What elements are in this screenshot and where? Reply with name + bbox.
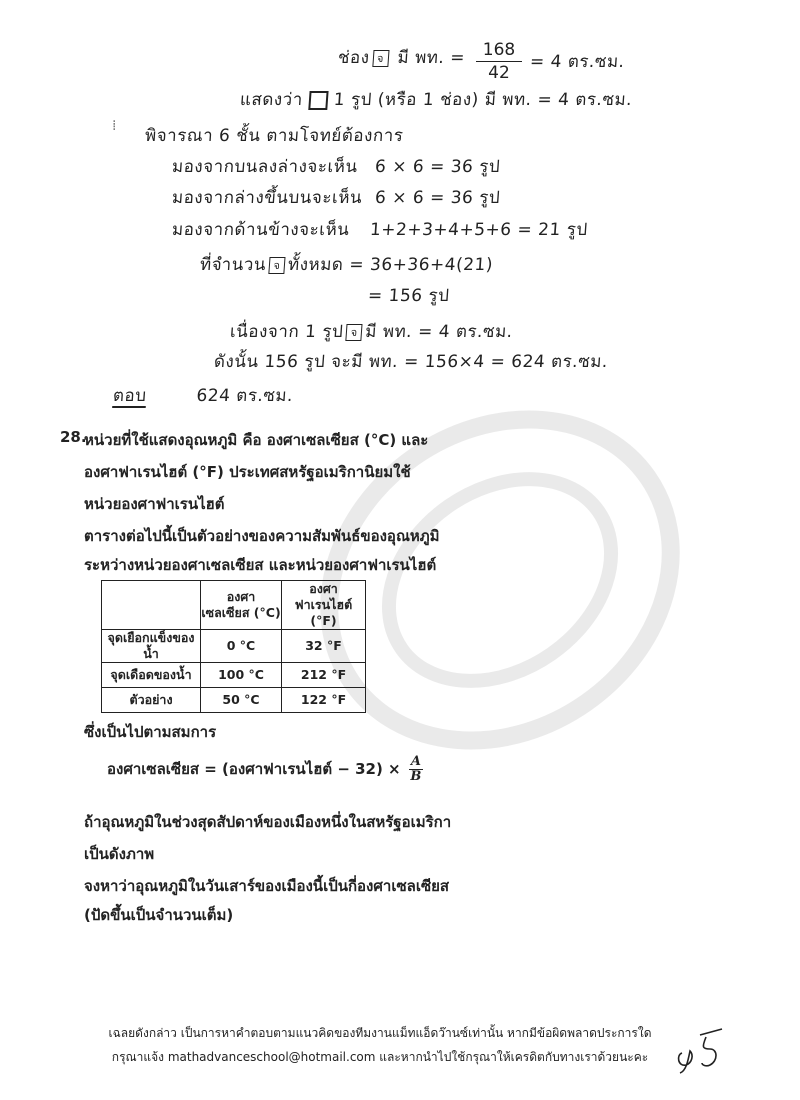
- equation: องศาเซลเซียส = (องศาฟาเรนไฮต์ − 32) × $\frac{A}{B}$: [107, 754, 422, 784]
- hw-line-1: ช่อง จ มี พท. =: [337, 48, 466, 68]
- hw-fraction-168-42: $\frac{168}{42}$: [476, 40, 522, 83]
- table-cell: 122 °F: [282, 688, 366, 713]
- table-cell: 212 °F: [282, 663, 366, 688]
- table-row: [102, 663, 366, 688]
- question-number: 28.: [60, 428, 87, 446]
- table-row: [102, 630, 366, 663]
- table-header-cell: [102, 581, 201, 630]
- question-paragraph: (ปัดขึ้นเป็นจำนวนเต็ม): [84, 906, 234, 924]
- question-paragraph: จงหาว่าอุณหภูมิในวันเสาร์ของเมืองนี้เป็นกี่องศาเซลเซียส: [84, 877, 450, 895]
- hw-line-5-calc: 6 × 6 = 36 รูป: [374, 188, 501, 208]
- hw-line-6-calc: 1+2+3+4+5+6 = 21 รูป: [369, 220, 589, 240]
- page-number-handwritten-icon: [672, 1025, 732, 1075]
- table-cell: จุดเดือดของน้ำ: [102, 663, 201, 688]
- table-cell: 100 °C: [201, 663, 282, 688]
- table-cell: จุดเยือกแข็งของน้ำ: [102, 630, 201, 663]
- hw-line-10: ดังนั้น 156 รูป จะมี พท. = 156×4 = 624 ตร.ซม.: [213, 352, 609, 372]
- question-paragraph: ถ้าอุณหภูมิในช่วงสุดสัปดาห์ของเมืองหนึ่งในสหรัฐอเมริกา: [84, 813, 452, 831]
- answer-label: ตอบ: [112, 386, 148, 406]
- hw-line-8: = 156 รูป: [367, 286, 451, 306]
- hw-line-6-label: มองจากด้านข้างจะเห็น: [171, 220, 351, 240]
- table-header-cell: องศา ฟาเรนไฮต์ (°F): [282, 581, 366, 630]
- empty-square-icon: [308, 91, 328, 110]
- table-cell: 50 °C: [201, 688, 282, 713]
- hw-line-9: เนื่องจาก 1 รูป จ มี พท. = 4 ตร.ซม.: [229, 322, 514, 342]
- question-paragraph: องศาฟาเรนไฮต์ (°F) ประเทศสหรัฐอเมริกานิยมใช้: [84, 463, 411, 481]
- question-paragraph: หน่วยที่ใช้แสดงอุณหภูมิ คือ องศาเซลเซียส (°C) และ: [84, 431, 429, 449]
- table-cell: 32 °F: [282, 630, 366, 663]
- table-cell: 0 °C: [201, 630, 282, 663]
- answer-value: 624 ตร.ซม.: [195, 386, 294, 406]
- box-char-icon: จ: [268, 257, 285, 274]
- hw-line-3: พิจารณา 6 ชั้น ตามโจทย์ต้องการ: [144, 126, 405, 146]
- fraction-a-over-b: $\frac{A}{B}$: [410, 754, 422, 784]
- hw-line-4-label: มองจากบนลงล่างจะเห็น: [171, 157, 359, 177]
- hw-line-4-calc: 6 × 6 = 36 รูป: [374, 157, 501, 177]
- box-char-icon: จ: [372, 50, 389, 67]
- hw-line-7: ที่จำนวน จ ทั้งหมด = 36+36+4(21): [199, 255, 494, 275]
- footer-line-1: เฉลยดังกล่าว เป็นการหาคำตอบตามแนวคิดของทีมงานแม็ทแอ็ดว๊านซ์เท่านั้น หากมีข้อผิดพลาดประการใด: [108, 1026, 652, 1040]
- question-paragraph: เป็นดังภาพ: [84, 845, 155, 863]
- table-header-row: [102, 581, 366, 630]
- table-cell: ตัวอย่าง: [102, 688, 201, 713]
- question-paragraph: ซึ่งเป็นไปตามสมการ: [84, 723, 217, 741]
- temperature-table: [101, 580, 366, 713]
- hw-line-1-result: = 4 ตร.ซม.: [529, 52, 626, 72]
- table-header-cell: องศา เซลเซียส (°C): [201, 581, 282, 630]
- question-paragraph: ระหว่างหน่วยองศาเซลเซียส และหน่วยองศาฟาเรนไฮต์: [84, 556, 437, 574]
- table-row: [102, 688, 366, 713]
- question-paragraph: หน่วยองศาฟาเรนไฮต์: [84, 495, 225, 513]
- box-char-icon: จ: [346, 324, 363, 341]
- footer-line-2: กรุณาแจ้ง mathadvanceschool@hotmail.com และหากนำไปใช้กรุณาให้เครดิตกับทางเราด้วยนะคะ: [111, 1050, 649, 1064]
- hw-answer: [112, 382, 294, 409]
- hw-line-2: แสดงว่า 1 รูป (หรือ 1 ช่อง) มี พท. = 4 ตร.ซม.: [239, 90, 633, 110]
- question-paragraph: ตารางต่อไปนี้เป็นตัวอย่างของความสัมพันธ์ของอุณหภูมิ: [84, 527, 440, 545]
- hw-line-5-label: มองจากล่างขึ้นบนจะเห็น: [171, 188, 363, 208]
- tick-mark-icon: ⁞: [112, 118, 117, 134]
